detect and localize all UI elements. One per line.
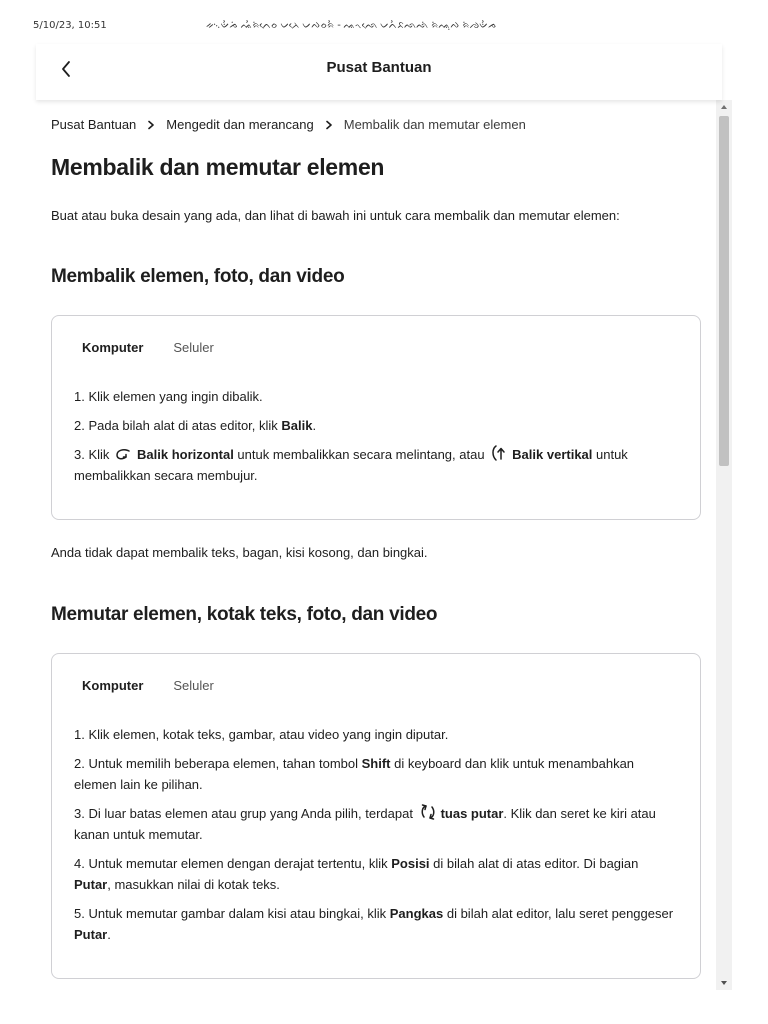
- list-item: 5. Untuk memutar gambar dalam kisi atau bingkai, klik Pangkas di bilah alat editor, lalu seret penggeser Putar.: [74, 906, 674, 942]
- article-content: [36, 100, 716, 990]
- flip-steps-list: [74, 386, 676, 494]
- scrollbar-thumb[interactable]: [719, 116, 729, 466]
- print-datetime: 5/10/23, 10:51: [33, 20, 107, 31]
- rotate-instructions-card: [51, 653, 701, 979]
- list-item: 3. Klik Balik horizontal untuk membalikkan secara melintang, atau Balik vertikal untuk membalikkan secara membujur.: [74, 444, 676, 486]
- scrollbar[interactable]: [716, 100, 732, 990]
- section-heading-flip: Membalik elemen, foto, dan video: [51, 266, 345, 287]
- flip-vertical-icon: [490, 444, 508, 462]
- platform-tabs: [82, 678, 214, 693]
- flip-note: Anda tidak dapat membalik teks, bagan, kisi kosong, dan bingkai.: [51, 545, 428, 560]
- section-heading-rotate: Memutar elemen, kotak teks, foto, dan video: [51, 604, 438, 625]
- rotate-steps-list: [74, 724, 676, 953]
- article-intro: Buat atau buka desain yang ada, dan lihat di bawah ini untuk cara membalik dan memutar elemen:: [51, 208, 620, 223]
- scroll-up-arrow-icon[interactable]: [720, 103, 728, 111]
- flip-instructions-card: [51, 315, 701, 520]
- page-title: Pusat Bantuan: [326, 59, 432, 76]
- breadcrumb-item-help-center[interactable]: Pusat Bantuan: [51, 117, 137, 132]
- print-doc-title: ᨀ᨞ᨉᨛᨍᨗ ᨕᨛᨑᨗᨈᨙᨔ ᨆᨂᨙ ᨆᨄᨔᨑᨛ - ᨕᨚᨒᨙ ᨆᨈᨛᨅᨒᨒᨗ ᨑᨗᨕᨘᨄ ᨑᨗᨌᨉᨛᨍ: [206, 20, 497, 31]
- list-item: 3. Di luar batas elemen atau grup yang Anda pilih, terdapat tuas putar. Klik dan seret ke kiri atau kanan untuk memutar.: [74, 803, 676, 845]
- list-item: 4. Untuk memutar elemen dengan derajat tertentu, klik Posisi di bilah alat di atas editor. Di bagian Putar, masukkan nilai di kotak teks.: [74, 856, 639, 892]
- app-header: [36, 44, 722, 100]
- tab-computer[interactable]: Komputer: [82, 340, 144, 355]
- rotate-handle-icon: [419, 803, 437, 821]
- breadcrumb: [51, 117, 526, 132]
- scroll-down-arrow-icon[interactable]: [720, 979, 728, 987]
- list-item: 1. Klik elemen, kotak teks, gambar, atau video yang ingin diputar.: [74, 727, 449, 742]
- chevron-right-icon: [324, 120, 334, 130]
- list-item: 1. Klik elemen yang ingin dibalik.: [74, 389, 263, 404]
- breadcrumb-item-current: Membalik dan memutar elemen: [343, 117, 526, 132]
- breadcrumb-item-editing[interactable]: Mengedit dan merancang: [166, 117, 314, 132]
- chevron-right-icon: [146, 120, 156, 130]
- list-item: 2. Untuk memilih beberapa elemen, tahan tombol Shift di keyboard dan klik untuk menambahkan elemen lain ke pilihan.: [74, 756, 635, 792]
- tab-computer[interactable]: Komputer: [82, 678, 144, 693]
- tab-mobile[interactable]: Seluler: [173, 340, 214, 355]
- flip-horizontal-icon: [115, 448, 133, 462]
- article-title: Membalik dan memutar elemen: [51, 154, 385, 180]
- list-item: 2. Pada bilah alat di atas editor, klik Balik.: [74, 418, 317, 433]
- tab-mobile[interactable]: Seluler: [173, 678, 214, 693]
- platform-tabs: [82, 340, 214, 355]
- print-header: [0, 16, 768, 38]
